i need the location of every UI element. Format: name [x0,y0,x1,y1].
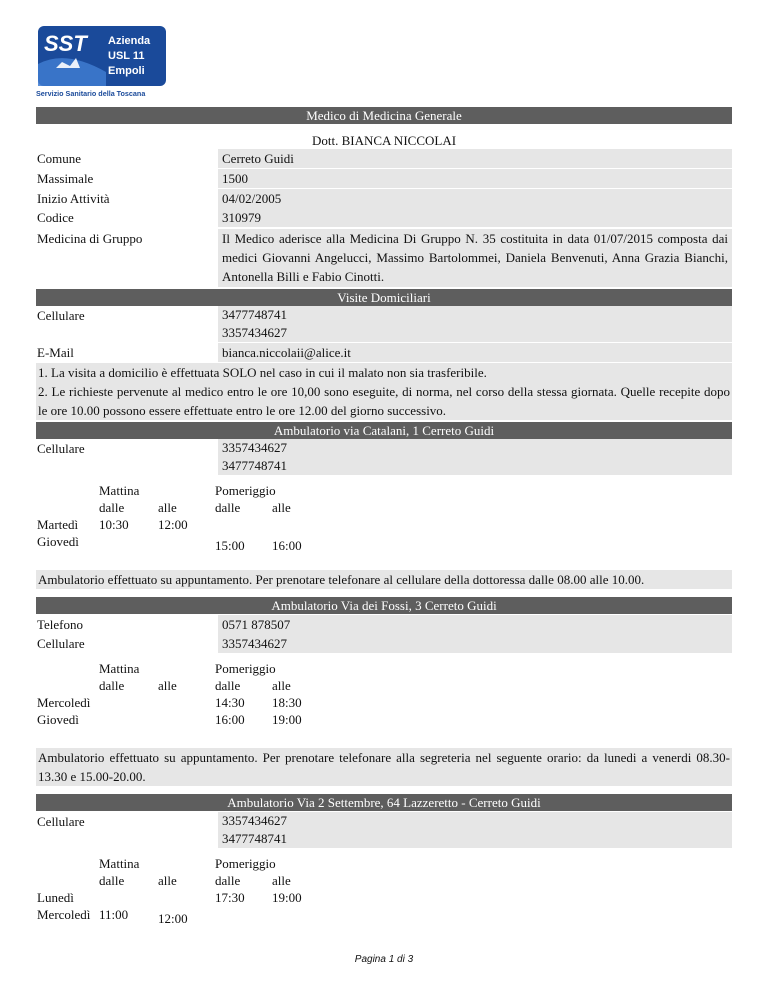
amb1-p-dalle-label: dalle [215,500,241,515]
amb3-mattina-label: Mattina [99,856,140,871]
info-label-medicina-gruppo: Medicina di Gruppo [37,231,143,246]
amb2-day2: Giovedì [37,712,79,727]
amb1-p-alle-label: alle [272,500,291,515]
amb1-day2: Giovedì [37,534,79,549]
amb2-p-alle-label: alle [272,678,291,693]
doctor-name: Dott. BIANCA NICCOLAI [311,133,457,148]
visite-cell-2: 3357434627 [222,325,287,340]
amb3-day1-p-from: 17:30 [215,890,245,905]
amb3-day2-m-to: 12:00 [158,911,188,926]
amb2-cell[interactable]: 3357434627 [218,634,732,653]
info-value-comune: Cerreto Guidi [218,149,732,168]
info-label-massimale: Massimale [37,171,94,186]
amb1-cell-1: 3357434627 [222,440,287,455]
amb1-day1-m-to: 12:00 [158,517,188,532]
amb2-cell-label: Cellulare [37,636,85,651]
amb3-cell-label: Cellulare [37,814,85,829]
visite-notes [36,363,732,420]
amb1-cell-label: Cellulare [37,441,85,456]
amb3-p-dalle-label: dalle [215,873,241,888]
section-header-amb3: Ambulatorio Via 2 Settembre, 64 Lazzeretto - Cerreto Guidi [36,794,732,811]
amb2-day2-p-to: 19:00 [272,712,302,727]
amb3-day1: Lunedì [37,890,74,905]
section-header-amb2: Ambulatorio Via dei Fossi, 3 Cerreto Guidi [36,597,732,614]
amb2-m-dalle-label: dalle [99,678,125,693]
amb1-day2-p-from: 15:00 [215,538,245,553]
info-value-medicina-gruppo: Il Medico aderisce alla Medicina Di Gruppo N. 35 costituita in data 01/07/2015 composta dai medici Giovanni Angelucci, Massimo Bartolommei, Daniela Benvenuti, Anna Grazia Bianchi, Antonella Billi e Fabio Cinotti. [218,229,732,287]
amb3-day2: Mercoledì [37,907,91,922]
amb3-cell-values [218,812,732,848]
amb2-day2-p-from: 16:00 [215,712,245,727]
amb3-m-dalle-label: dalle [99,873,125,888]
info-label-inizio: Inizio Attività [37,191,110,206]
info-value-massimale: 1500 [218,169,732,188]
svg-text:Empoli: Empoli [108,65,145,77]
amb1-day2-p-to: 16:00 [272,538,302,553]
amb3-pomeriggio-label: Pomeriggio [215,856,276,871]
amb1-cell-2: 3477748741 [222,458,287,473]
amb1-m-alle-label: alle [158,500,177,515]
amb2-p-dalle-label: dalle [215,678,241,693]
amb2-m-alle-label: alle [158,678,177,693]
amb1-day1-m-from: 10:30 [99,517,129,532]
amb1-mattina-label: Mattina [99,483,140,498]
amb3-cell-1: 3357434627 [222,813,287,828]
info-value-inizio: 04/02/2005 [218,189,732,208]
amb2-day1: Mercoledì [37,695,91,710]
amb3-day1-p-to: 19:00 [272,890,302,905]
amb1-cell-values [218,439,732,475]
amb2-pomeriggio-label: Pomeriggio [215,661,276,676]
amb2-day1-p-to: 18:30 [272,695,302,710]
visite-note-2: 2. Le richieste pervenute al medico entro le ore 10,00 sono eseguite, di norma, nel corso della stessa giornata. Quelle recepite dopo le ore 10.00 possono essere effettuate entro le ore 12.00 del giorno successivo. [38,384,730,418]
svg-text:USL 11: USL 11 [108,50,145,62]
amb2-mattina-label: Mattina [99,661,140,676]
logo-graphic [36,24,168,98]
visite-cell-values [218,306,732,342]
section-header-amb1: Ambulatorio via Catalani, 1 Cerreto Guidi [36,422,732,439]
page-number: Pagina 1 di 3 [354,954,414,965]
visite-email-label: E-Mail [37,345,74,360]
amb1-pomeriggio-label: Pomeriggio [215,483,276,498]
visite-cell-1: 3477748741 [222,307,287,322]
info-label-codice: Codice [37,210,74,225]
amb3-day2-m-from: 11:00 [99,907,129,922]
info-label-comune: Comune [37,151,82,166]
section-header-visite: Visite Domiciliari [36,289,732,306]
visite-note-1: 1. La visita a domicilio è effettuata SOLO nel caso in cui il malato non sia trasferibile. [38,365,487,380]
amb1-m-dalle-label: dalle [99,500,125,515]
asl-logo [36,24,168,98]
amb2-day1-p-from: 14:30 [215,695,245,710]
amb1-note: Ambulatorio effettuato su appuntamento. Per prenotare telefonare al cellulare della dottoressa dalle 08.00 alle 10.00. [36,570,732,589]
amb2-note: Ambulatorio effettuato su appuntamento. Per prenotare telefonare alla segreteria nel seguente orario: da lunedi a venerdi 08.30-13.30 e 15.00-20.00. [38,750,730,784]
svg-text:Servizio Sanitario della Tosca: Servizio Sanitario della Toscana [36,89,146,98]
visite-email[interactable]: bianca.niccolaii@alice.it [218,343,732,362]
amb3-p-alle-label: alle [272,873,291,888]
amb1-day1: Martedì [37,517,79,532]
amb3-cell-2: 3477748741 [222,831,287,846]
amb2-tel-label: Telefono [37,617,84,632]
visite-cell-label: Cellulare [37,308,85,323]
svg-text:SST: SST [44,31,87,56]
section-header-medico: Medico di Medicina Generale [36,107,732,124]
info-value-codice: 310979 [218,208,732,227]
svg-text:Azienda: Azienda [108,35,151,47]
amb3-m-alle-label: alle [158,873,177,888]
amb2-tel[interactable]: 0571 878507 [218,615,732,634]
